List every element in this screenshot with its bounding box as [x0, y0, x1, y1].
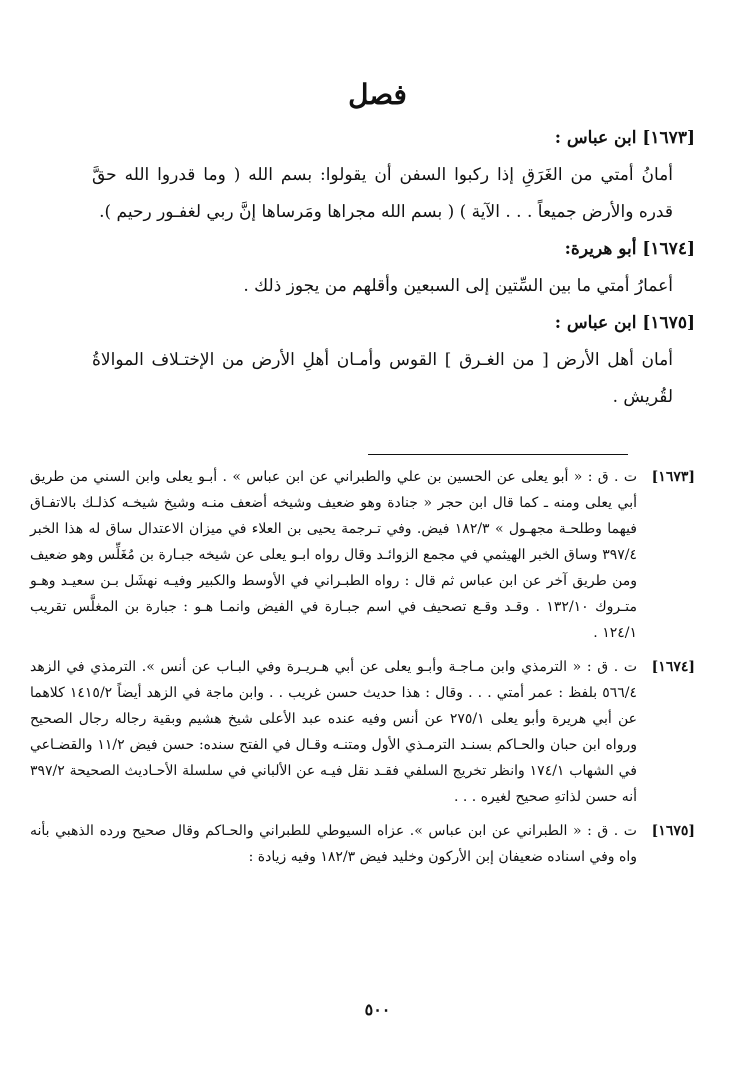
- footnotes: [30, 464, 695, 878]
- hadith-entry: [92, 305, 695, 416]
- entry-heading: [١٦٧٣] ابن عباس :: [554, 128, 695, 148]
- footnote: [30, 464, 695, 646]
- entry-text: أمانُ أمتي من الغَرَقِ إذا ركبوا السفن أن يقولوا: بسم الله ( وما قدروا الله حقَّ قدره والأرض جميعاً . . . الآية ) ( بسم الله مجراها ومَرساها إنَّ ربي لغفـور رحيم ).: [92, 165, 673, 222]
- footnote: [30, 654, 695, 810]
- section-title: فصل: [348, 78, 407, 111]
- footnote-divider: [368, 454, 628, 455]
- footnote-number: [١٦٧٥]: [651, 823, 695, 839]
- entry-text: أمان أهل الأرض [ من الغـرق ] القوس وأمـان أهلِ الأرض من الإختـلاف الموالاةُ لقُريش .: [92, 350, 673, 407]
- footnote-number: [١٦٧٣]: [651, 469, 695, 485]
- entry-text: أعمارُ أمتي ما بين السِّتين إلى السبعين وأقلهم من يجوز ذلك .: [243, 276, 673, 296]
- page-number: ٥٠٠: [364, 1000, 391, 1019]
- footnote-text: ت . ق : « الطبراني عن ابن عباس ». عزاه السيوطي للطبراني والحـاكم وقال صحيح ورده الذهبي بأنه واه وفي اسناده ضعيفان إبن الأركون وخليد فيض ١٨٢/٣ وفيه زيادة :: [30, 823, 637, 865]
- entry-heading: [١٦٧٤] أبو هريرة:: [564, 239, 695, 259]
- hadith-entry: [92, 231, 695, 305]
- entry-heading: [١٦٧٥] ابن عباس :: [554, 313, 695, 333]
- footnote: [30, 818, 695, 870]
- footnote-number: [١٦٧٤]: [651, 659, 695, 675]
- hadith-entries: [92, 120, 695, 416]
- footnote-text: ت . ق : « أبو يعلى عن الحسين بن علي والطبراني عن ابن عباس » . أبـو يعلى وابن السني من طريق أبي يعلى ومنه ـ كما قال ابن حجر « جنادة وهو ضعيف وشيخه أضعف منـه وشيخ شيخـه كذلـك بالاتفـاق فيهما وطلحـة مجهـول » ١٨٢/٣ فيض. وفي تـرجمة يحيى بن العلاء في ميزان الاعتدال ساق له هذا الخبر ٣٩٧/٤ وساق الخبر الهيثمي في مجمع الزوائـد وقال رواه ابـو يعلى عن شيخه جبـارة بن مُغَلِّس وهو ضعيف ومن طريق آخر عن ابن عباس ثم قال : رواه الطبـراني في الأوسط والكبير وفيـه نهشَل بـن سعيـد وهـو متـروك ١٣٢/١٠ . وقـد وقـع تصحيف في اسم جبـارة في الفيض وانمـا هـو : جبارة بن المغلَّس تقريب ١٢٤/١ .: [30, 469, 637, 641]
- hadith-entry: [92, 120, 695, 231]
- footnote-text: ت . ق : « الترمذي وابن مـاجـة وأبـو يعلى عن أبي هـريـرة وفي البـاب عن أنس ». الترمذي في الزهد ٥٦٦/٤ بلفظ : عمر أمتي . . . وقال : هذا حديث حسن غريب . . وابن ماجة في الزهد أيضاً ١٤١٥/٢ كلاهما عن أبي هريرة وأبو يعلى ٢٧٥/١ عن أنس وفيه عنده عبد الأعلى شيخ هشيم وبقية رجاله رجال الصحيح ورواه ابن حبان والحـاكم بسنـد الترمـذي الأول ومتنـه وقـال في الفتح سنده: حسن فيض ١١/٢ والقضـاعي في الشهاب ١٧٤/١ وانظر تخريج السلفي فقـد نقل فيـه عن الألباني في سلسلة الأحـاديث الصحيحة ٣٩٧/٢ أنه حسن لذاتهِ صحيح لغيره . . .: [30, 659, 638, 805]
